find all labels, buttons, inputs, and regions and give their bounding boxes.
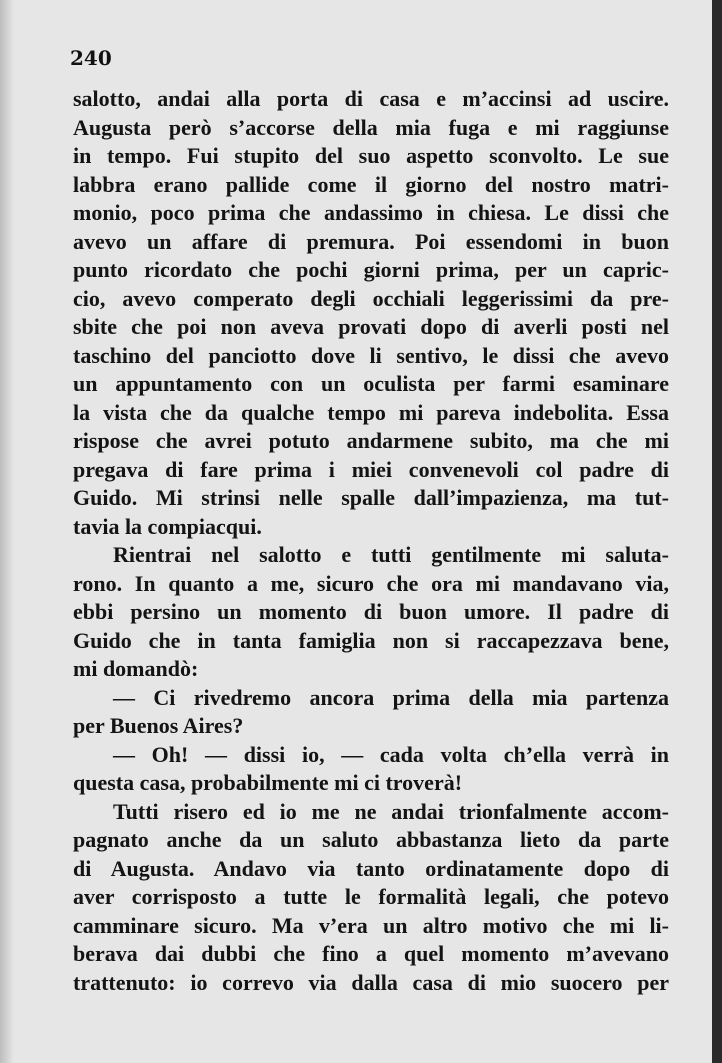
text-line: camminare sicuro. Ma v’era un altro motivo che mi li- — [73, 912, 669, 938]
text-line: trattenuto: io correvo via dalla casa di mio suocero per — [73, 969, 669, 995]
body-text — [73, 85, 669, 997]
text-line: aver corrisposto a tutte le formalità legali, che potevo — [73, 884, 669, 909]
text-line: Tutti risero ed io me ne andai trionfalmente accom- — [113, 798, 669, 824]
text-line: salotto, andai alla porta di casa e m’accinsi ad uscire. — [73, 86, 669, 111]
text-line: pagnato anche da un saluto abbastanza lieto da parte — [73, 827, 669, 852]
text-line: — Ci rivedremo ancora prima della mia partenza — [113, 684, 669, 710]
text-line: di Augusta. Andavo via tanto ordinatamente dopo di — [73, 855, 669, 881]
text-line: punto ricordato che pochi giorni prima, per un capric- — [73, 257, 669, 282]
text-line: sbite che poi non aveva provati dopo di averli posti nel — [73, 314, 669, 339]
text-line: cio, avevo comperato degli occhiali leggerissimi da pre- — [73, 285, 669, 311]
text-line: berava dai dubbi che fino a quel momento m’avevano — [73, 941, 669, 966]
text-line: monio, poco prima che andassimo in chiesa. Le dissi che — [73, 200, 669, 225]
text-line: taschino del panciotto dove li sentivo, le dissi che avevo — [73, 342, 669, 368]
text-line: questa casa, probabilmente mi ci troverà! — [73, 770, 463, 795]
text-line: mi domandò: — [73, 656, 199, 681]
text-line: un appuntamento con un oculista per farmi esaminare — [73, 371, 669, 396]
text-line: Guido che in tanta famiglia non si raccapezzava bene, — [73, 627, 669, 653]
text-line: la vista che da qualche tempo mi pareva indebolita. Essa — [73, 399, 669, 425]
text-line: avevo un affare di premura. Poi essendomi in buon — [73, 228, 669, 254]
text-line: in tempo. Fui stupito del suo aspetto sconvolto. Le sue — [73, 143, 669, 168]
text-line: rispose che avrei potuto andarmene subito, ma che mi — [73, 428, 669, 453]
text-line: ebbi persino un momento di buon umore. Il padre di — [73, 599, 669, 624]
text-line: rono. In quanto a me, sicuro che ora mi mandavano via, — [73, 570, 669, 596]
text-line: — Oh! — dissi io, — cada volta ch’ella verrà in — [113, 741, 669, 767]
text-line: pregava di fare prima i miei convenevoli col padre di — [73, 456, 669, 482]
text-line: Augusta però s’accorse della mia fuga e mi raggiunse — [73, 114, 669, 140]
page-number: 240 — [70, 46, 112, 70]
text-line: tavia la compiacqui. — [73, 513, 262, 539]
text-line: labbra erano pallide come il giorno del nostro matri- — [73, 171, 669, 197]
text-line: Rientrai nel salotto e tutti gentilmente mi saluta- — [113, 542, 669, 567]
text-line: per Buenos Aires? — [73, 713, 244, 738]
text-line: Guido. Mi strinsi nelle spalle dall’impazienza, ma tut- — [73, 485, 669, 510]
page-gutter-shadow — [0, 0, 14, 1063]
page-edge — [712, 0, 722, 1063]
